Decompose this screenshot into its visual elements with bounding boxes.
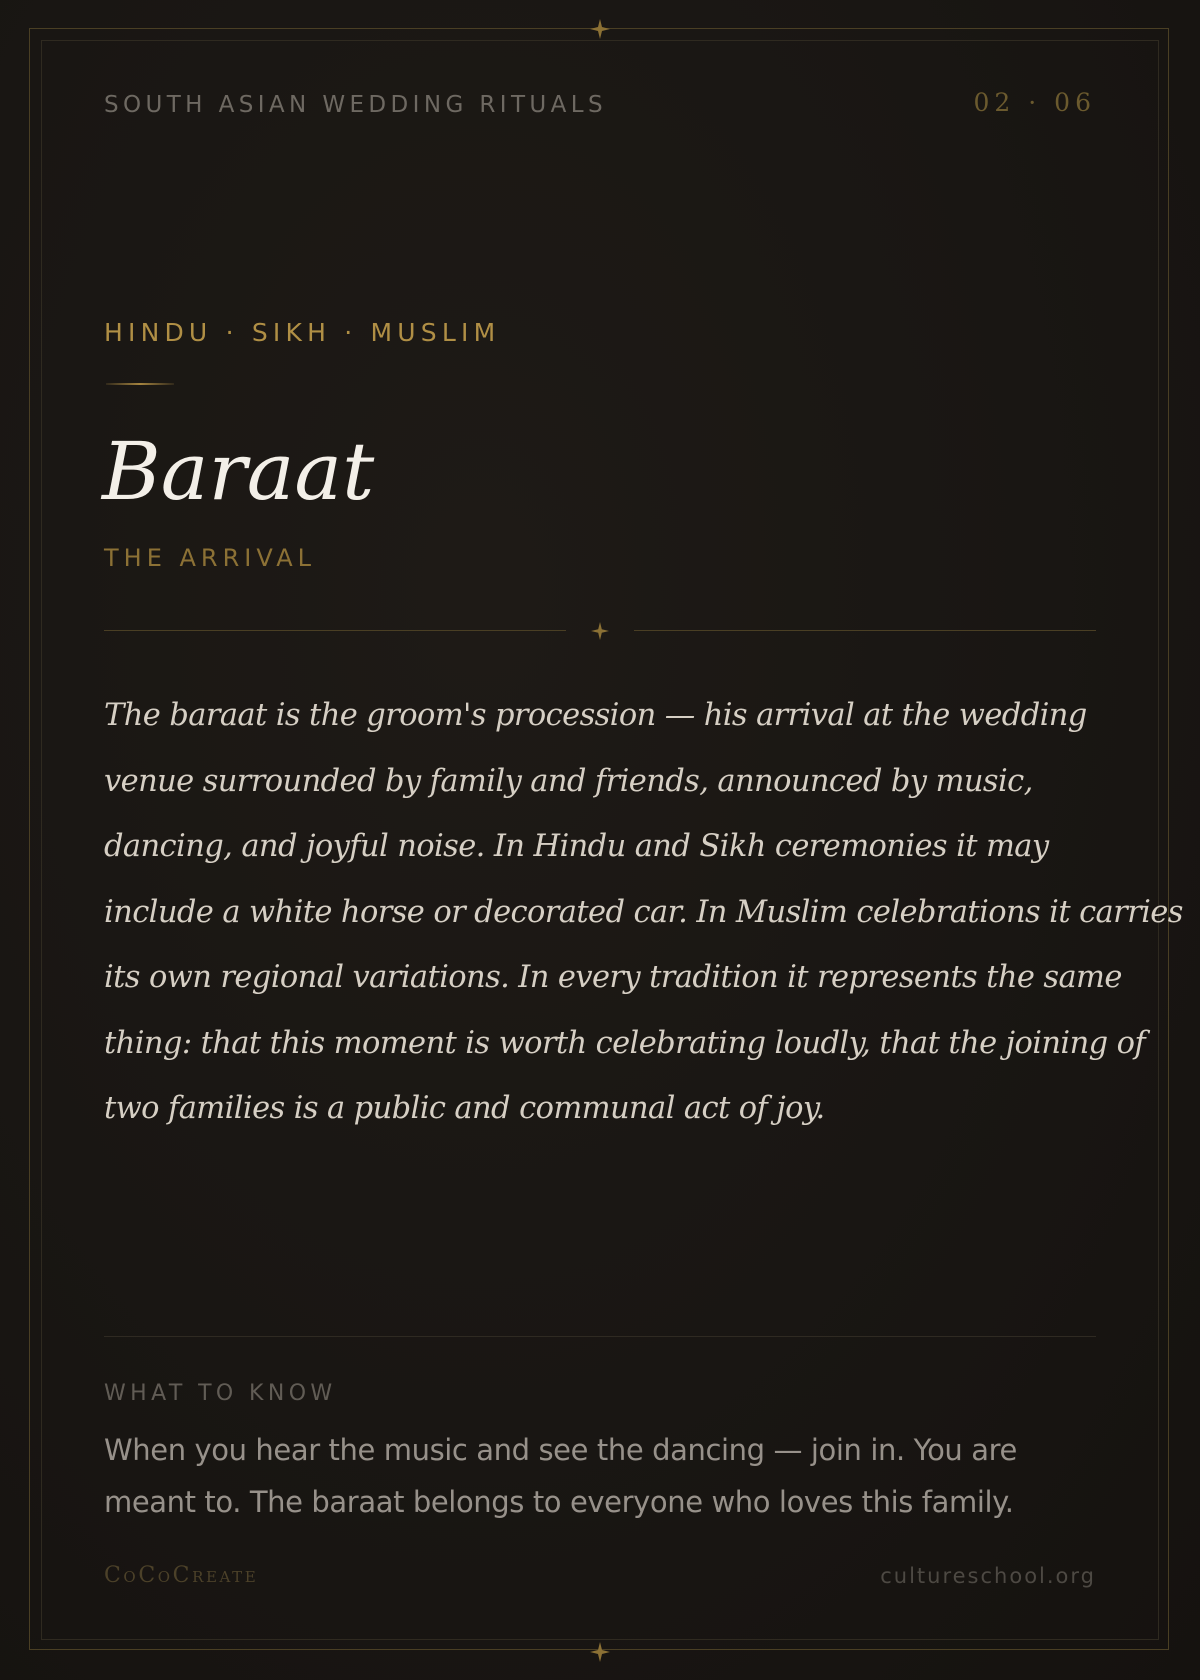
know-line: meant to. The baraat belongs to everyone who loves this family. [104, 1485, 1014, 1519]
bottom-star-icon [589, 1641, 611, 1663]
description-line: dancing, and joyful noise. In Hindu and Sikh ceremonies it may [104, 829, 1049, 864]
divider-right [634, 630, 1096, 631]
traditions-label: HINDU · SIKH · MUSLIM [104, 318, 501, 347]
accent-rule [106, 383, 174, 385]
what-to-know-text [104, 1424, 1104, 1528]
top-star-icon [589, 18, 611, 40]
page-indicator: 02 · 06 [973, 88, 1096, 117]
description-line: include a white horse or decorated car. In Muslim celebrations it carries [104, 894, 1183, 930]
description-line: venue surrounded by family and friends, announced by music, [104, 763, 1033, 799]
divider-left [104, 630, 566, 631]
ritual-description [104, 683, 1183, 1142]
description-line: The baraat is the groom's procession — his arrival at the wedding [104, 698, 1087, 733]
ritual-subtitle: THE ARRIVAL [104, 544, 317, 572]
website-link[interactable]: cultureschool.org [880, 1564, 1096, 1588]
section-divider [104, 1336, 1096, 1337]
ritual-title: Baraat [102, 425, 375, 518]
know-line: When you hear the music and see the dancing — join in. You are [104, 1433, 1017, 1467]
description-line: thing: that this moment is worth celebrating loudly, that the joining of [104, 1025, 1146, 1061]
description-line: two families is a public and communal act of joy. [104, 1091, 825, 1126]
series-title: SOUTH ASIAN WEDDING RITUALS [104, 92, 607, 118]
what-to-know-label: WHAT TO KNOW [104, 1381, 337, 1406]
brand-logo: CoCoCreate [104, 1563, 259, 1588]
divider-star-icon [589, 620, 611, 642]
description-line: its own regional variations. In every tradition it represents the same [104, 960, 1122, 995]
